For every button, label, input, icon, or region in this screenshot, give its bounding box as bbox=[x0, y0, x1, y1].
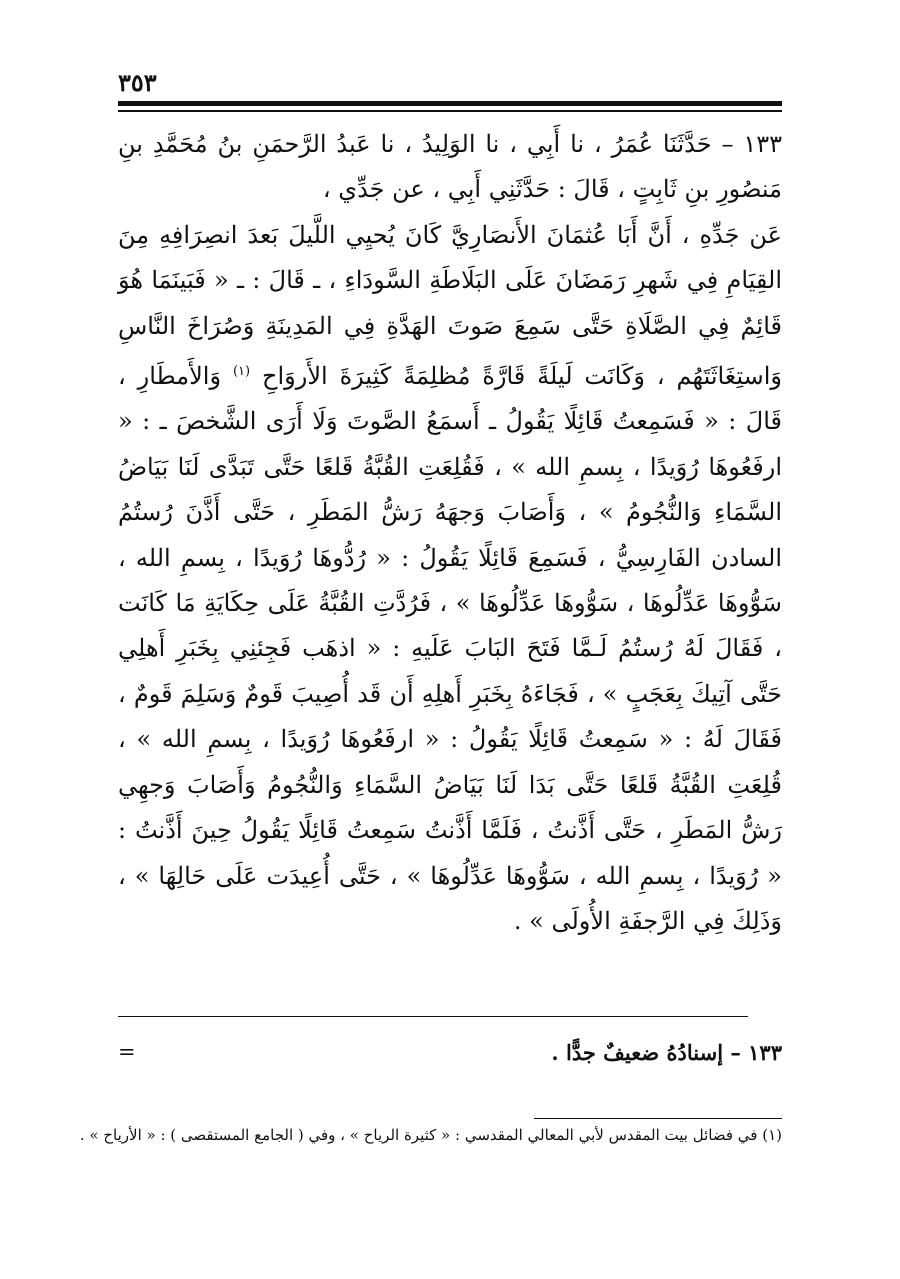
grading-separator bbox=[118, 1016, 748, 1017]
hadith-text bbox=[118, 122, 782, 944]
page-number: ٣٥٣ bbox=[118, 68, 157, 97]
hadith-matn-part-2: وَالأَمطَارِ ، قَالَ : « فَسَمِعتُ قَائِلًا يَقُولُ ـ أَسمَعُ الصَّوتَ وَلَا أَرَى الشَّخصَ ـ : « ارفَعُوهَا رُوَيدًا ، بِسمِ الله » ، فَقُلِعَتِ القُبَّةُ قَلعًا حَتَّى تَبَدَّى لَنَا بَيَاضُ السَّمَاءِ وَالنُّجُومُ » ، وَأَصَابَ وَجهَهُ رَشُّ المَطَرِ ، حَتَّى أَذَّنَ رُستُمُ السادن الفَارِسِيُّ ، فَسَمِعَ قَائِلًا يَقُولُ : « رُدُّوهَا رُوَيدًا ، بِسمِ الله ، سَوُّوهَا عَدِّلُوهَا ، سَوُّوهَا عَدِّلُوهَا » ، فَرُدَّتِ القُبَّةُ عَلَى حِكَايَةِ مَا كَانَت ، فَقَالَ لَهُ رُستُمُ لَـمَّا فَتَحَ البَابَ عَلَيهِ : « اذهَب فَجِئنِي بِخَبَرِ أَهلِي حَتَّى آتِيكَ بِعَجَبٍ » ، فَجَاءَهُ بِخَبَرِ أَهلِهِ أَن قَد أُصِيبَ قَومٌ وَسَلِمَ قَومٌ ، فَقَالَ لَهُ : « سَمِعتُ قَائِلًا يَقُولُ : « ارفَعُوهَا رُوَيدًا ، بِسمِ الله » ، قُلِعَتِ القُبَّةُ قَلعًا حَتَّى بَدَا لَنَا بَيَاضُ السَّمَاءِ وَالنُّجُومُ وَأَصَابَ وَجهِي رَشُّ المَطَرِ ، حَتَّى أَذَّنتُ ، فَلَمَّا أَذَّنتُ سَمِعتُ قَائِلًا يَقُولُ حِينَ أَذَّنتُ : « رُوَيدًا ، بِسمِ الله ، سَوُّوهَا عَدِّلُوهَا » ، حَتَّى أُعِيدَت عَلَى حَالِهَا » ، وَذَلِكَ فِي الرَّجفَةِ الأُولَى » . bbox=[118, 362, 782, 935]
header-rule-thin bbox=[118, 110, 782, 112]
hadith-matn-part-1: عَن جَدِّهِ ، أَنَّ أَبَا عُثمَانَ الأَنصَارِيَّ كَانَ يُحيِي اللَّيلَ بَعدَ انصِرَافِهِ مِنَ القِيَامِ فِي شَهرِ رَمَضَانَ عَلَى البَلَاطَةِ السَّودَاءِ ، ـ قَالَ : ـ « فَبَينَمَا هُوَ قَائِمٌ فِي الصَّلَاةِ حَتَّى سَمِعَ صَوتَ الهَدَّةِ فِي المَدِينَةِ وَصُرَاخَ النَّاسِ وَاستِغَاثَتَهُم ، وَكَانَت لَيلَةً قَارَّةً مُظلِمَةً كَثِيرَةَ الأَروَاحِ bbox=[118, 220, 782, 391]
header-rule-thick bbox=[118, 101, 782, 106]
footnote-separator bbox=[534, 1118, 782, 1119]
footnote: (١) في فضائل بيت المقدس لأبي المعالي المقدسي : « كثيرة الرياح » ، وفي ( الجامع المستقصى ) : « الأرياح » . bbox=[79, 1126, 782, 1144]
isnad-grading: ١٣٣ – إسنادُهُ ضعيفٌ جدًّا . bbox=[551, 1040, 782, 1065]
continuation-mark: = bbox=[118, 1040, 136, 1064]
hadith-matn bbox=[118, 213, 782, 945]
footnote-marker: (١) bbox=[232, 364, 251, 380]
hadith-isnad: ١٣٣ – حَدَّثَنَا عُمَرُ ، نا أَبِي ، نا الوَلِيدُ ، نا عَبدُ الرَّحمَنِ بنُ مُحَمَّدِ بنِ مَنصُورِ بنِ ثَابِتٍ ، قَالَ : حَدَّثَنِي أَبِي ، عن جَدِّي ، bbox=[118, 130, 782, 204]
